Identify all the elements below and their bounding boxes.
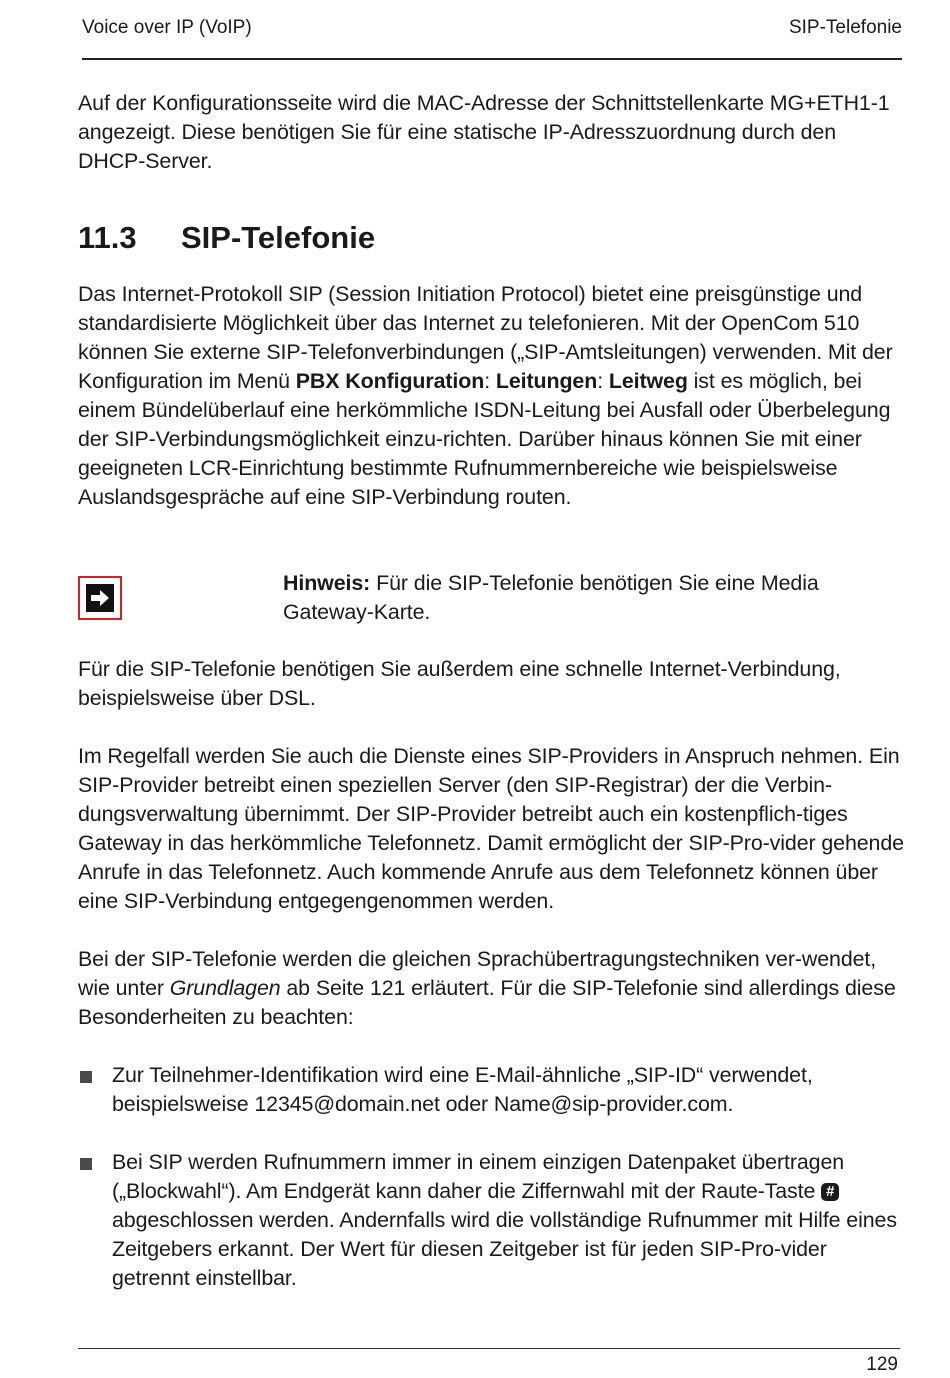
menu-leitungen: Leitungen [495,369,598,393]
intro-paragraph: Auf der Konfigurationsseite wird die MAC-Adresse der Schnittstellenkarte MG+ETH1-1 angezeigt. Diese benötigen Sie für eine statische IP-Adresszuordnung durch den DHCP-Server. [78,91,890,173]
note-arrow-icon [78,576,122,620]
menu-separator: : [484,369,496,393]
hash-key-icon: # [821,1183,839,1201]
provider-paragraph: Im Regelfall werden Sie auch die Dienste eines SIP-Providers in Anspruch nehmen. Ein SIP-Provider betreibt einen speziellen Server (den SIP-Registrar) der die Verbin-dungsverwaltung übernimmt. Der SIP-Provider betreibt auch ein kostenpflich-tiges Gateway in das herkömmliche Telefonnetz. Damit ermöglicht der SIP-Pro-vider gehende Anrufe in das Telefonnetz. Auch kommende Anrufe aus dem Telefonnetz können über eine SIP-Verbindung entgegengenommen werden. [78,744,904,913]
techniques-text-2: ab Seite 121 erläutert. Für die SIP-Telefonie sind allerdings diese Besonderheiten zu beachten: [78,976,896,1029]
note-text [283,569,883,627]
note-label: Hinweis: [283,571,371,595]
techniques-text-1: Bei der SIP-Telefonie werden die gleichen Sprachübertragungstechniken ver-wendet, wie unter [78,947,877,1000]
cross-reference-grundlagen: Grundlagen [169,976,281,1000]
menu-pbx-configuration: PBX Konfiguration [295,369,485,393]
bullet-square-icon [80,1071,92,1083]
bullet-text: Zur Teilnehmer-Identifikation wird eine E-Mail-ähnliche „SIP-ID“ verwendet, beispielsweise 12345@domain.net oder Name@sip-provider.com. [112,1063,813,1116]
section-heading [78,218,375,258]
dsl-paragraph: Für die SIP-Telefonie benötigen Sie außerdem eine schnelle Internet-Verbindung, beispielsweise über DSL. [78,657,841,710]
sip-text-1: Das Internet-Protokoll SIP (Session Initiation Protocol) bietet eine preisgünstige und standardisierte Möglichkeit über das Internet zu telefonieren. Mit der OpenCom 510 können Sie externe SIP-Telefonverbindungen („SIP-Amtsleitungen) verwenden. Mit der Konfiguration im Menü [78,282,893,393]
sip-text-2: ist es möglich, bei einem Bündelüberlauf eine herkömmliche ISDN-Leitung bei Ausfall oder Überbelegung der SIP-Verbindungsmöglichkeit einzu-richten. Darüber hinaus können Sie mit einer geeigneten LCR-Einrichtung bestimmte Rufnummernbereiche wie beispielsweise Auslandsgespräche auf eine SIP-Verbindung routen. [78,369,891,509]
bullet-text-2: abgeschlossen werden. Andernfalls wird die vollständige Rufnummer mit Hilfe eines Zeitgebers erkannt. Der Wert für diesen Zeitgeber ist für jeden SIP-Pro-vider getrennt einstellbar. [112,1208,897,1290]
section-title: SIP-Telefonie [181,220,376,255]
footer-divider [78,1348,900,1349]
section-number: 11.3 [78,220,137,255]
menu-separator: : [597,369,609,393]
header-chapter: Voice over IP (VoIP) [82,17,252,38]
list-item [78,1148,904,1293]
sip-paragraph [78,280,904,512]
note-body: Für die SIP-Telefonie benötigen Sie eine Media Gateway-Karte. [283,571,819,624]
header-section: SIP-Telefonie [788,17,902,38]
techniques-paragraph [78,945,904,1032]
list-item [78,1061,904,1119]
bullet-square-icon [80,1158,92,1170]
page-header [82,14,902,60]
menu-leitweg: Leitweg [608,369,688,393]
bullet-text [112,1148,904,1293]
page-number: 129 [866,1354,898,1375]
bullet-text-1: Bei SIP werden Rufnummern immer in einem einzigen Datenpaket übertragen („Blockwahl“). Am Endgerät kann daher die Ziffernwahl mit der Raute-Taste [112,1150,845,1203]
